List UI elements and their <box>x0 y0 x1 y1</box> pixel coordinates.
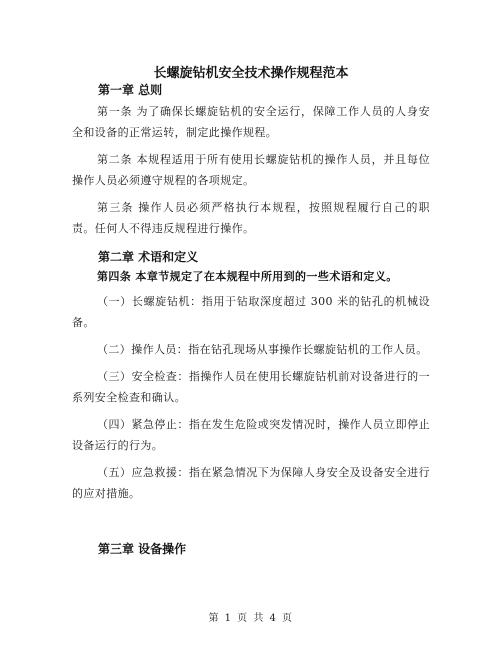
chapter-heading: 第一章 总则 <box>98 83 163 97</box>
definition-item-1: （一）长螺旋钻机：指用于钻取深度超过 300 米的钻孔的机械设备。 <box>72 295 430 329</box>
definition-item-4: （四）紧急停止：指在发生危险或突发情况时，操作人员立即停止设备运行的行为。 <box>72 418 430 452</box>
chapter-2-heading <box>72 248 430 266</box>
chapter-3-heading <box>72 540 430 558</box>
page-indicator: 第 1 页 共 4 页 <box>208 613 294 624</box>
document-title: 长螺旋钻机安全技术操作规程范本 <box>153 66 349 81</box>
article-2: 第二条 本规程适用于所有使用长螺旋钻机的操作人员，并且每位操作人员必须遵守规程的各项规定。 <box>72 153 430 187</box>
article-4: 第四条 本章节规定了在本规程中所用到的一些术语和定义。 <box>97 270 398 283</box>
chapter-1-heading <box>72 81 430 99</box>
chapter-heading: 第二章 术语和定义 <box>98 250 199 264</box>
chapter-1-body <box>72 101 430 239</box>
article-3: 第三条 操作人员必须严格执行本规程，按照规程履行自己的职责。任何人不得违反规程进行操作。 <box>72 201 430 235</box>
definition-item-5: （五）应急救援：指在紧急情况下为保障人身安全及设备安全进行的应对措施。 <box>72 466 430 500</box>
definition-item-2: （二）操作人员：指在钻孔现场从事操作长螺旋钻机的工作人员。 <box>97 343 428 356</box>
chapter-heading: 第三章 设备操作 <box>98 542 187 556</box>
definition-item-3: （三）安全检查：指操作人员在使用长螺旋钻机前对设备进行的一系列安全检查和确认。 <box>72 370 430 404</box>
chapter-2-body <box>72 266 430 504</box>
article-1: 第一条 为了确保长螺旋钻机的安全运行，保障工作人员的人身安全和设备的正常运转，制定此操作规程。 <box>72 105 430 139</box>
